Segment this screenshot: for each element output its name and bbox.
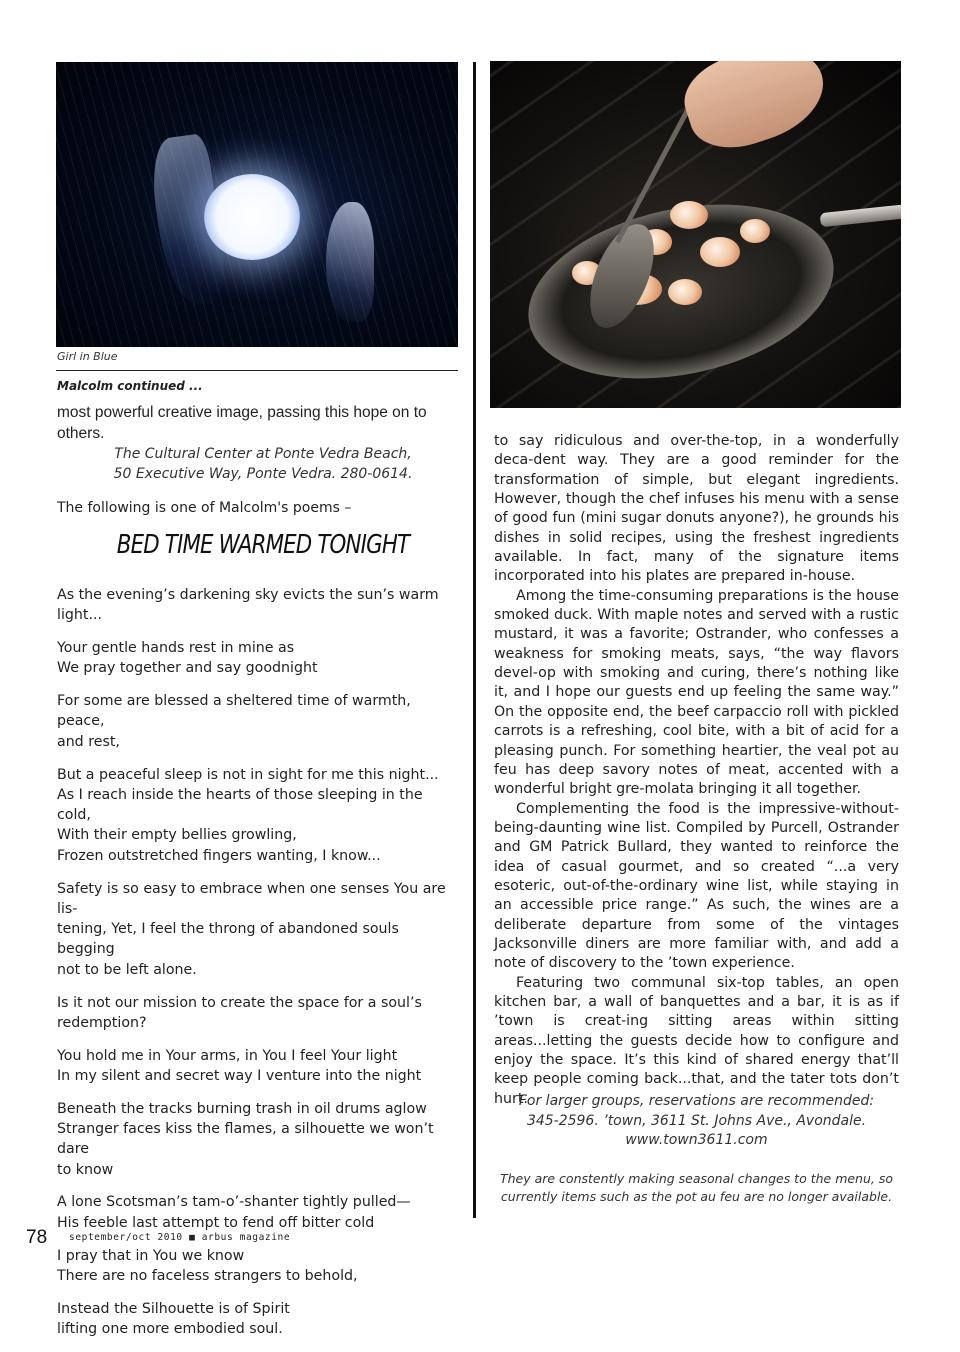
article-paragraph: Among the time-consuming preparations is the house smoked duck. With maple notes and served with a rustic mustard, it was a favorite; Ostrander, who confesses a weakness for smoking meats, says, “the way flavors devel-op with smoking and curing, there’s nothing like it, and I hope our guests end up feeling the same way.” On the opposite end, the beef carpaccio roll with pickled carrots is a refreshing, cool bite, with a bit of acid for a pleasing punch. For something heartier, the veal pot au feu has deep savory notes of meat, accented with a wonderful bright gre-molata bringing it all together. bbox=[494, 587, 899, 798]
website-link[interactable]: www.town3611.com bbox=[625, 1132, 768, 1148]
column-divider bbox=[473, 62, 476, 1218]
reservation-line: For larger groups, reservations are recommended: bbox=[518, 1093, 875, 1109]
venue-line: The Cultural Center at Ponte Vedra Beach, bbox=[114, 446, 412, 462]
reservation-info bbox=[494, 1092, 899, 1151]
poem-title: BED TIME WARMED TONIGHT bbox=[116, 530, 410, 560]
reservation-line: 345-2596. ’town, 3611 St. Johns Ave., Avondale. bbox=[526, 1112, 867, 1129]
venue-address bbox=[57, 444, 469, 484]
caption-rule bbox=[56, 370, 458, 371]
article-paragraph: Featuring two communal six-top tables, an open kitchen bar, a wall of banquettes and a bar, it is as if ’town is creat-ing sitting areas within sitting areas...letting the guests decide how to configure and enjoy the space. It’s this kind of shared energy that’ll keep people coming back...that, and the tater tots don’t hurt. bbox=[494, 974, 899, 1107]
poem-stanza: For some are blessed a sheltered time of warmth, peace, and rest, bbox=[57, 693, 411, 750]
poem-stanza: I pray that in You we know There are no faceless strangers to behold, bbox=[57, 1247, 358, 1284]
poem-stanza: But a peaceful sleep is not in sight for me this night... As I reach inside the hearts of those sleeping in the cold, With their empty bellies growling, Frozen outstretched fingers wanting, I know... bbox=[57, 766, 439, 864]
poem-stanza: Beneath the tracks burning trash in oil drums aglow Stranger faces kiss the flames, a silhouette we won’t dare to know bbox=[57, 1100, 434, 1178]
poem-stanza: You hold me in Your arms, in You I feel Your light In my silent and secret way I venture into the night bbox=[57, 1047, 422, 1084]
page-number: 78 bbox=[26, 1227, 48, 1248]
poem-intro: The following is one of Malcolm's poems – bbox=[57, 500, 352, 516]
article-body bbox=[494, 432, 899, 1109]
poem-stanza: Is it not our mission to create the space for a soul’s redemption? bbox=[57, 994, 422, 1031]
girl-in-blue-photo bbox=[56, 62, 458, 347]
photo-caption: Girl in Blue bbox=[57, 350, 118, 363]
poem-stanza: As the evening’s darkening sky evicts the sun’s warm light... bbox=[57, 587, 439, 624]
venue-line: 50 Executive Way, Ponte Vedra. 280-0614. bbox=[113, 466, 413, 482]
shrimp-pan-photo bbox=[490, 61, 901, 408]
article-paragraph: to say ridiculous and over-the-top, in a wonderfully deca-dent way. They are a good reminder for the transformation of simple, but elegant ingredients. However, though the chef infuses his menu with a sense of good fun (mini sugar donuts anyone?), he grounds his dishes in solid recipes, using the freshest ingredients available. In fact, many of the signature items incorporated into his plates are prepared in-house. bbox=[494, 433, 899, 585]
editor-note: They are constently making seasonal changes to the menu, so currently items such as the pot au feu are no longer available. bbox=[499, 1171, 894, 1204]
folio: september/oct 2010 ■ arbus magazine bbox=[69, 1232, 291, 1243]
poem-stanza: Instead the Silhouette is of Spirit lifting one more embodied soul. bbox=[57, 1300, 290, 1337]
poem-stanza: A lone Scotsman’s tam-o’-shanter tightly pulled— His feeble last attempt to fend off bitter cold bbox=[57, 1194, 411, 1231]
poem-stanza: Your gentle hands rest in mine as We pray together and say goodnight bbox=[57, 640, 318, 677]
continued-text: most powerful creative image, passing this hope on to others. bbox=[57, 404, 427, 442]
continued-label: Malcolm continued ... bbox=[57, 379, 203, 393]
article-paragraph: Complementing the food is the impressive-without-being-daunting wine list. Compiled by Purcell, Ostrander and GM Patrick Bullard, they wanted to reinforce the idea of casual gourmet, and so created “...a very esoteric, out-of-the-ordinary wine list, while staying in an accessible price range.” As such, the wines are a deliberate departure from some of the vintages Jacksonville diners are more familiar with, and add a note of discovery to the ’town experience. bbox=[494, 800, 899, 972]
poem-stanza: Safety is so easy to embrace when one senses You are lis- tening, Yet, I feel the throng of abandoned souls begging not to be left alone. bbox=[57, 880, 446, 978]
